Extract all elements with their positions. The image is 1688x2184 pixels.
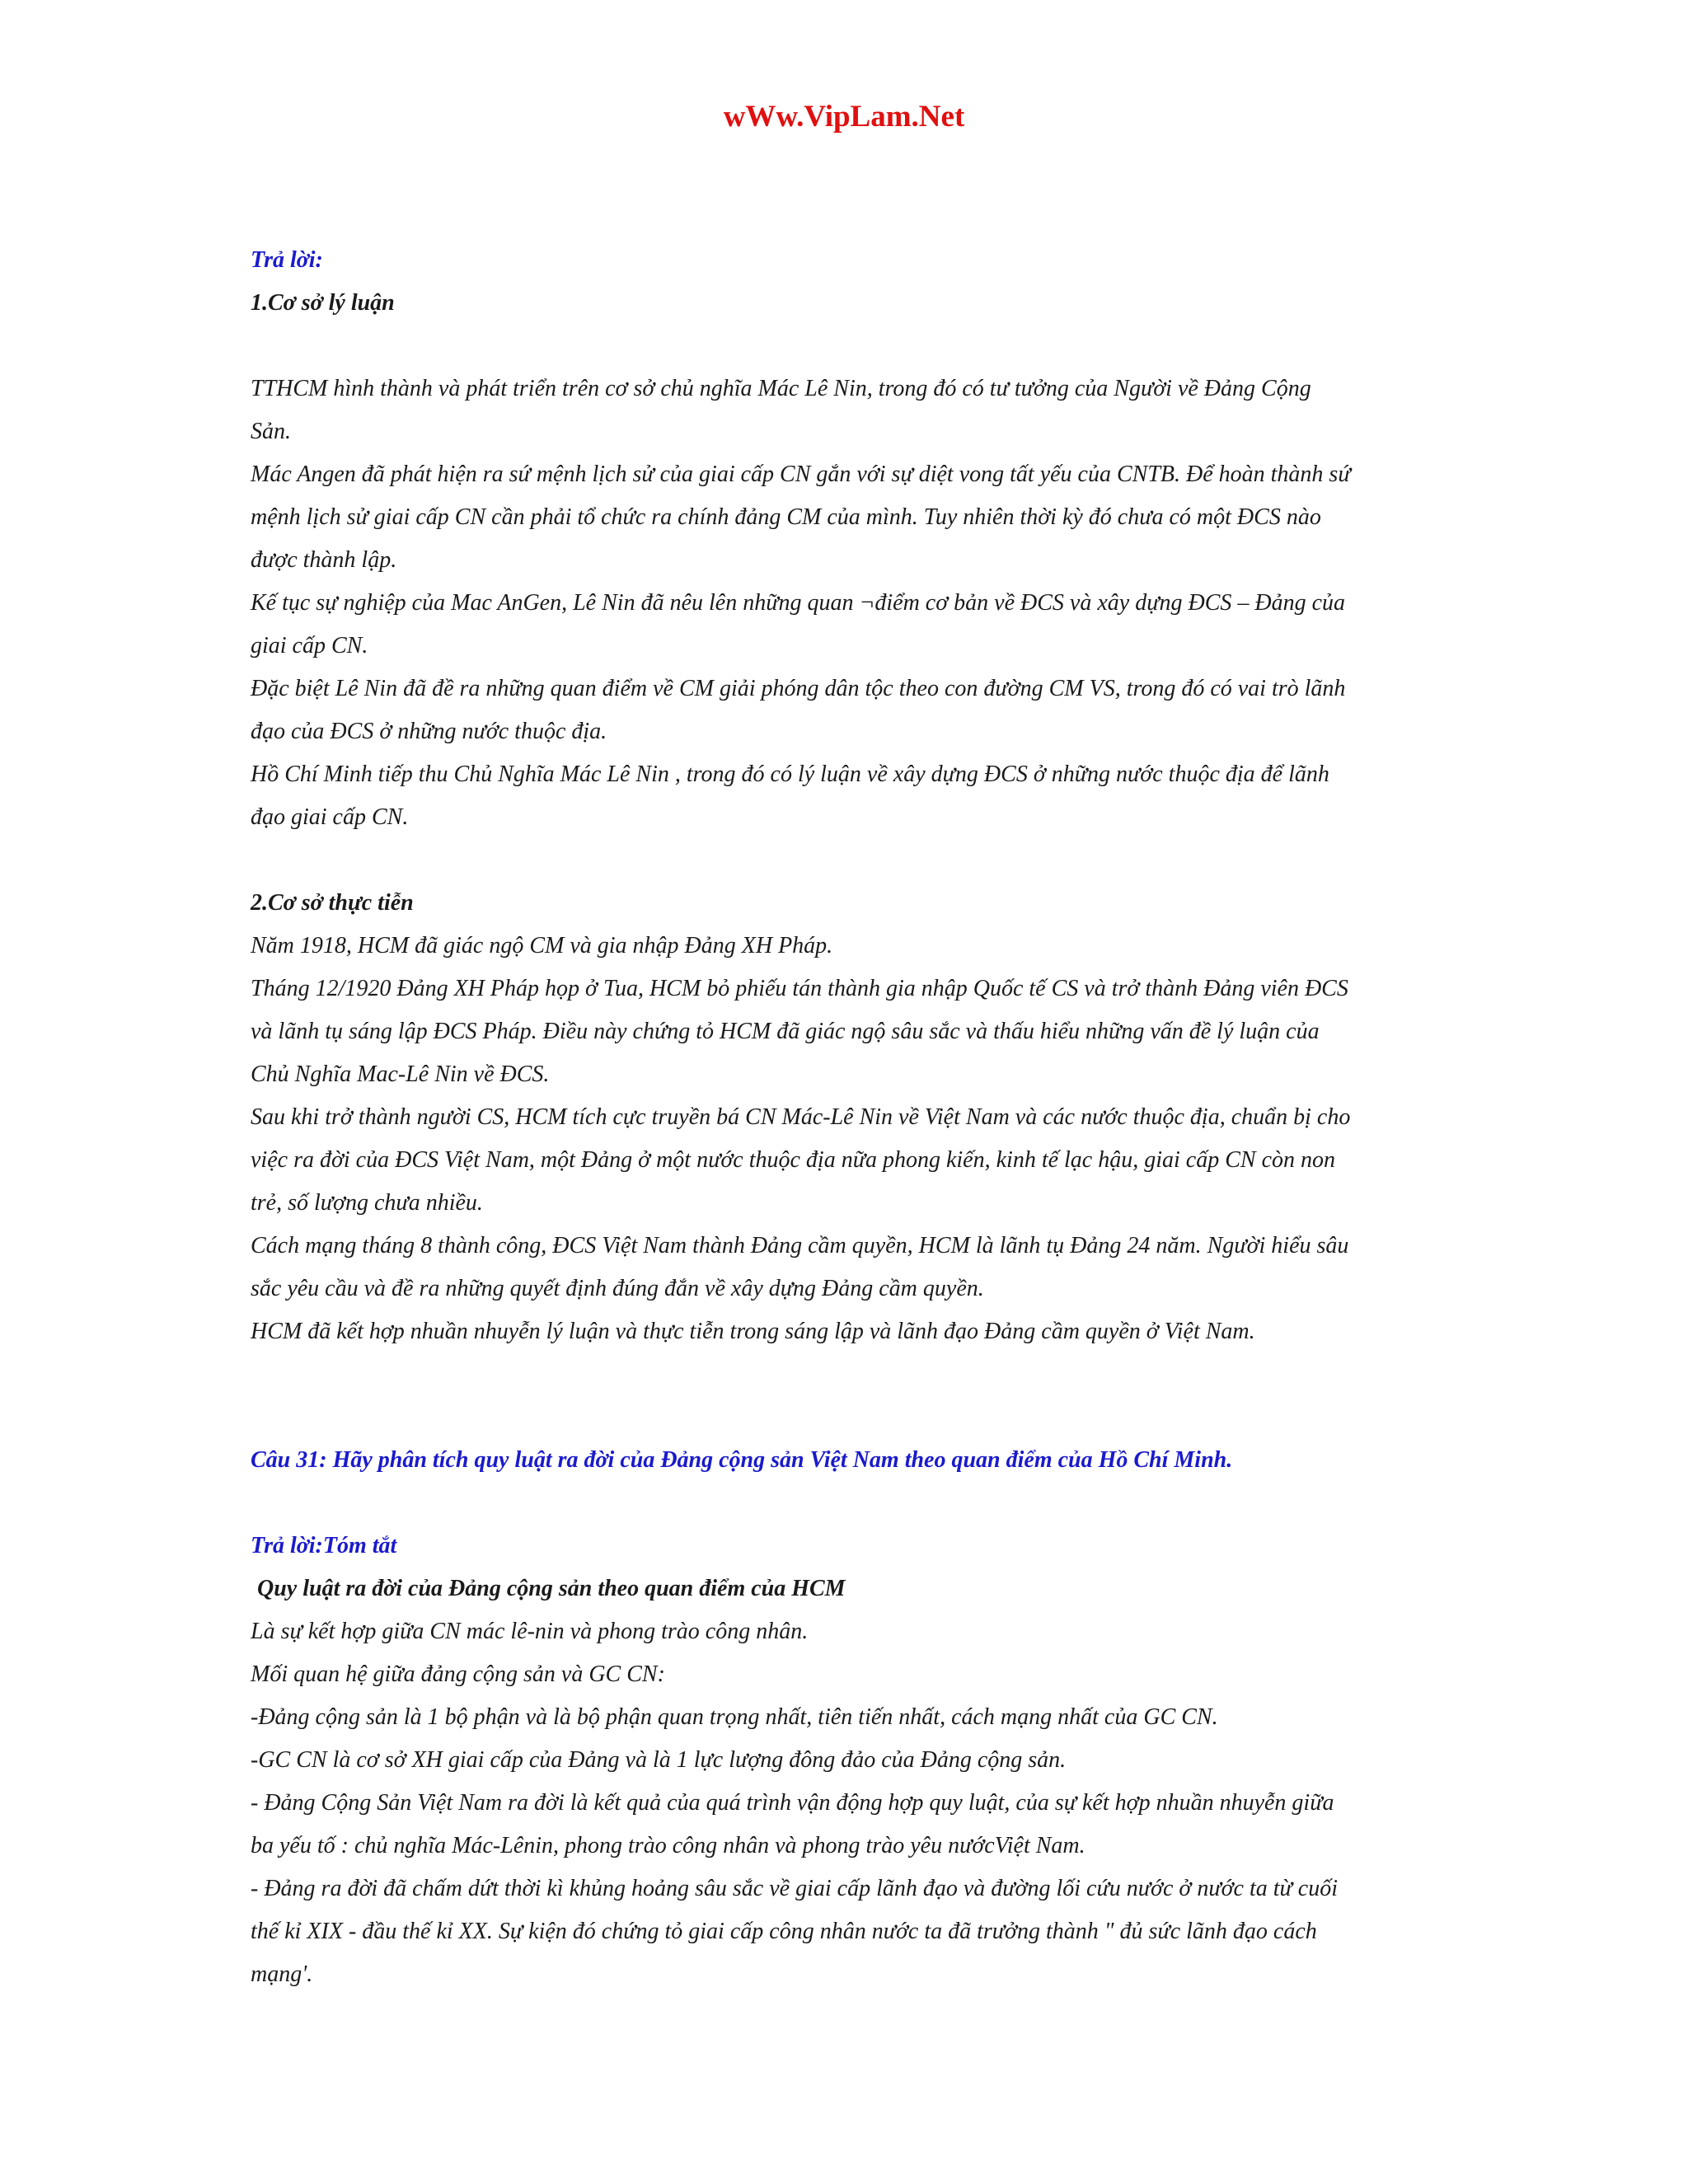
paragraph-line: -GC CN là cơ sở XH giai cấp của Đảng và là 1 lực lượng đông đảo của Đảng cộng sản. (251, 1747, 1067, 1773)
paragraph-line: - Đảng ra đời đã chấm dứt thời kì khủng hoảng sâu sắc về giai cấp lãnh đạo và đường lối cứu nước ở nước ta từ cuối (251, 1876, 1339, 1901)
paragraph-line: Sau khi trở thành người CS, HCM tích cực truyền bá CN Mác-Lê Nin về Việt Nam và các nước thuộc địa, chuẩn bị cho (251, 1104, 1351, 1130)
spacer (251, 1353, 1454, 1396)
paragraph-line: mạng'. (251, 1961, 313, 1987)
heading-co-so-thuc-tien: 2.Cơ sở thực tiễn (251, 890, 414, 916)
paragraph-line: giai cấp CN. (251, 633, 368, 658)
spacer (251, 325, 1454, 368)
heading-co-so-ly-luan: 1.Cơ sở lý luận (251, 290, 395, 316)
paragraph-line: Kế tục sự nghiệp của Mac AnGen, Lê Nin đã nêu lên những quan ¬điểm cơ bản về ĐCS và xây dựng ĐCS – Đảng của (251, 590, 1346, 616)
paragraph-line: Sản. (251, 419, 291, 444)
paragraph-line: trẻ, số lượng chưa nhiều. (251, 1190, 483, 1216)
paragraph-line: đạo giai cấp CN. (251, 804, 409, 830)
paragraph-line: việc ra đời của ĐCS Việt Nam, một Đảng ở một nước thuộc địa nữa phong kiến, kinh tế lạc hậu, giai cấp CN còn non (251, 1147, 1335, 1173)
answer-summary-label: Trả lời:Tóm tắt (251, 1533, 397, 1558)
spacer (251, 1482, 1454, 1525)
paragraph-line: và lãnh tụ sáng lập ĐCS Pháp. Điều này chứng tỏ HCM đã giác ngộ sâu sắc và thấu hiểu những vấn đề lý luận của (251, 1019, 1320, 1044)
answer-label: Trả lời: (251, 247, 323, 273)
site-header: wWw.VipLam.Net (723, 100, 965, 134)
paragraph-line: đạo của ĐCS ở những nước thuộc địa. (251, 719, 607, 744)
paragraph-line: mệnh lịch sử giai cấp CN cần phải tổ chức ra chính đảng CM của mình. Tuy nhiên thời kỳ đó chưa có một ĐCS nào (251, 504, 1321, 530)
paragraph-line: Tháng 12/1920 Đảng XH Pháp họp ở Tua, HCM bỏ phiếu tán thành gia nhập Quốc tế CS và trở thành Đảng viên ĐCS (251, 976, 1348, 1001)
paragraph-line: Hồ Chí Minh tiếp thu Chủ Nghĩa Mác Lê Nin , trong đó có lý luận về xây dựng ĐCS ở những nước thuộc địa để lãnh (251, 762, 1329, 787)
paragraph-line: được thành lập. (251, 547, 397, 573)
heading-quy-luat: Quy luật ra đời của Đảng cộng sản theo quan điểm của HCM (257, 1576, 846, 1601)
question-cau-31: Câu 31: Hãy phân tích quy luật ra đời của Đảng cộng sản Việt Nam theo quan điểm của Hồ Chí Minh. (251, 1447, 1233, 1473)
spacer (251, 839, 1454, 882)
paragraph-line: ba yếu tố : chủ nghĩa Mác-Lênin, phong trào công nhân và phong trào yêu nướcViệt Nam. (251, 1833, 1085, 1858)
paragraph-line: Chủ Nghĩa Mac-Lê Nin về ĐCS. (251, 1062, 550, 1087)
document-content (251, 239, 1454, 1996)
paragraph-line: sắc yêu cầu và đề ra những quyết định đúng đắn về xây dựng Đảng cầm quyền. (251, 1276, 984, 1301)
paragraph-line: Mác Angen đã phát hiện ra sứ mệnh lịch sử của giai cấp CN gắn với sự diệt vong tất yếu của CNTB. Để hoàn thành sứ (251, 462, 1351, 487)
paragraph-line: thế kỉ XIX - đầu thế kỉ XX. Sự kiện đó chứng tỏ giai cấp công nhân nước ta đã trưởng thành " đủ sức lãnh đạo cách (251, 1919, 1317, 1944)
paragraph-line: TTHCM hình thành và phát triển trên cơ sở chủ nghĩa Mác Lê Nin, trong đó có tư tưởng của Người về Đảng Cộng (251, 376, 1311, 401)
paragraph-line: Mối quan hệ giữa đảng cộng sản và GC CN: (251, 1661, 665, 1687)
spacer (251, 1396, 1454, 1439)
paragraph-line: - Đảng Cộng Sản Việt Nam ra đời là kết quả của quá trình vận động hợp quy luật, của sự kết hợp nhuần nhuyễn giữa (251, 1790, 1334, 1816)
paragraph-line: Đặc biệt Lê Nin đã đề ra những quan điểm về CM giải phóng dân tộc theo con đường CM VS, trong đó có vai trò lãnh (251, 676, 1346, 701)
paragraph-line: HCM đã kết hợp nhuần nhuyễn lý luận và thực tiễn trong sáng lập và lãnh đạo Đảng cầm quyền ở Việt Nam. (251, 1319, 1255, 1344)
paragraph-line: -Đảng cộng sản là 1 bộ phận và là bộ phận quan trọng nhất, tiên tiến nhất, cách mạng nhất của GC CN. (251, 1704, 1218, 1730)
paragraph-line: Cách mạng tháng 8 thành công, ĐCS Việt Nam thành Đảng cầm quyền, HCM là lãnh tụ Đảng 24 năm. Người hiểu sâu (251, 1233, 1349, 1258)
paragraph-line: Là sự kết hợp giữa CN mác lê-nin và phong trào công nhân. (251, 1619, 809, 1644)
paragraph-line: Năm 1918, HCM đã giác ngộ CM và gia nhập Đảng XH Pháp. (251, 933, 833, 958)
